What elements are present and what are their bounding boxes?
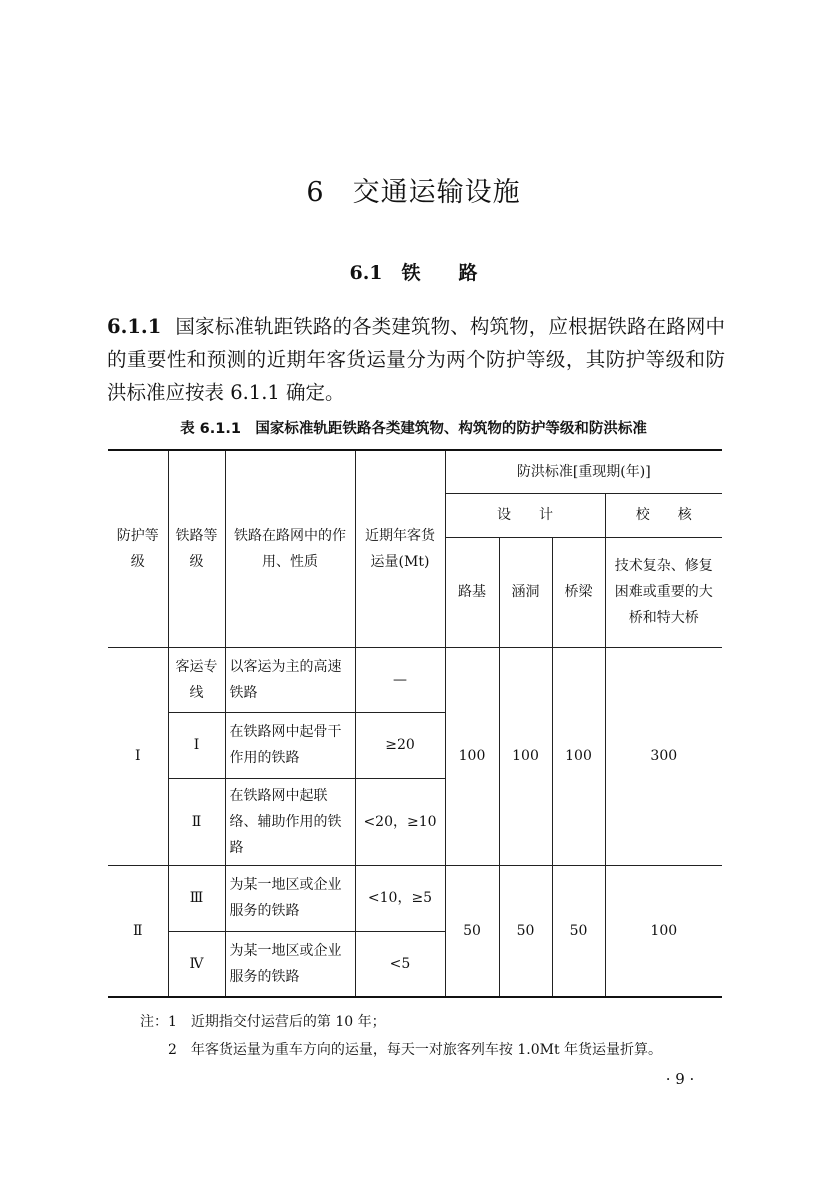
header-culvert: 涵洞	[499, 537, 552, 647]
cell-culvert: 50	[499, 865, 552, 997]
cell-railway-grade: 客运专线	[168, 647, 225, 712]
header-railway-grade: 铁路等级	[168, 450, 225, 647]
header-bridge: 桥梁	[552, 537, 605, 647]
clause-text: 国家标准轨距铁路的各类建筑物、构筑物，应根据铁路在路网中的重要性和预测的近期年客货运量分为两个防护等级，其防护等级和防洪标准应按表 6.1.1 确定。	[107, 315, 725, 404]
header-check: 校 核	[605, 493, 722, 537]
cell-check: 100	[605, 865, 722, 997]
cell-role: 在铁路网中起联络、辅助作用的铁路	[225, 778, 355, 865]
header-role: 铁路在路网中的作用、性质	[225, 450, 355, 647]
cell-railway-grade: Ⅱ	[168, 778, 225, 865]
page-number: · 9 ·	[665, 1070, 695, 1088]
cell-volume: <5	[355, 931, 445, 997]
flood-standard-table	[108, 449, 722, 998]
header-flood-standard: 防洪标准[重现期(年)]	[445, 450, 722, 493]
header-volume: 近期年客货运量(Mt)	[355, 450, 445, 647]
cell-role: 以客运为主的高速铁路	[225, 647, 355, 712]
table-row	[108, 865, 722, 931]
cell-bridge: 100	[552, 647, 605, 865]
note-2: 2 年客货运量为重车方向的运量，每天一对旅客列车按 1.0Mt 年货运量折算。	[168, 1042, 663, 1058]
header-design: 设 计	[445, 493, 605, 537]
cell-role: 在铁路网中起骨干作用的铁路	[225, 712, 355, 778]
cell-volume: <10，≥5	[355, 865, 445, 931]
cell-culvert: 100	[499, 647, 552, 865]
section-title: 6.1 铁 路	[349, 262, 478, 284]
header-subgrade: 路基	[445, 537, 499, 647]
clause-number: 6.1.1	[107, 315, 162, 338]
cell-protection-grade: Ⅰ	[108, 647, 168, 865]
cell-volume: —	[355, 647, 445, 712]
cell-subgrade: 100	[445, 647, 499, 865]
header-protection-grade: 防护等级	[108, 450, 168, 647]
cell-railway-grade: Ⅳ	[168, 931, 225, 997]
cell-check: 300	[605, 647, 722, 865]
chapter-title: 6 交通运输设施	[306, 177, 521, 208]
table-caption: 表 6.1.1 国家标准轨距铁路各类建筑物、构筑物的防护等级和防洪标准	[180, 421, 647, 437]
cell-railway-grade: Ⅰ	[168, 712, 225, 778]
header-check-description: 技术复杂、修复困难或重要的大桥和特大桥	[605, 537, 722, 647]
table-header-row	[108, 450, 722, 493]
cell-volume: ≥20	[355, 712, 445, 778]
table-row	[108, 647, 722, 712]
cell-railway-grade: Ⅲ	[168, 865, 225, 931]
table-notes	[140, 1008, 740, 1064]
cell-bridge: 50	[552, 865, 605, 997]
clause-paragraph	[107, 310, 725, 409]
cell-volume: <20，≥10	[355, 778, 445, 865]
cell-subgrade: 50	[445, 865, 499, 997]
note-1: 注：1 近期指交付运营后的第 10 年；	[140, 1014, 386, 1030]
cell-protection-grade: Ⅱ	[108, 865, 168, 997]
cell-role: 为某一地区或企业服务的铁路	[225, 931, 355, 997]
cell-role: 为某一地区或企业服务的铁路	[225, 865, 355, 931]
